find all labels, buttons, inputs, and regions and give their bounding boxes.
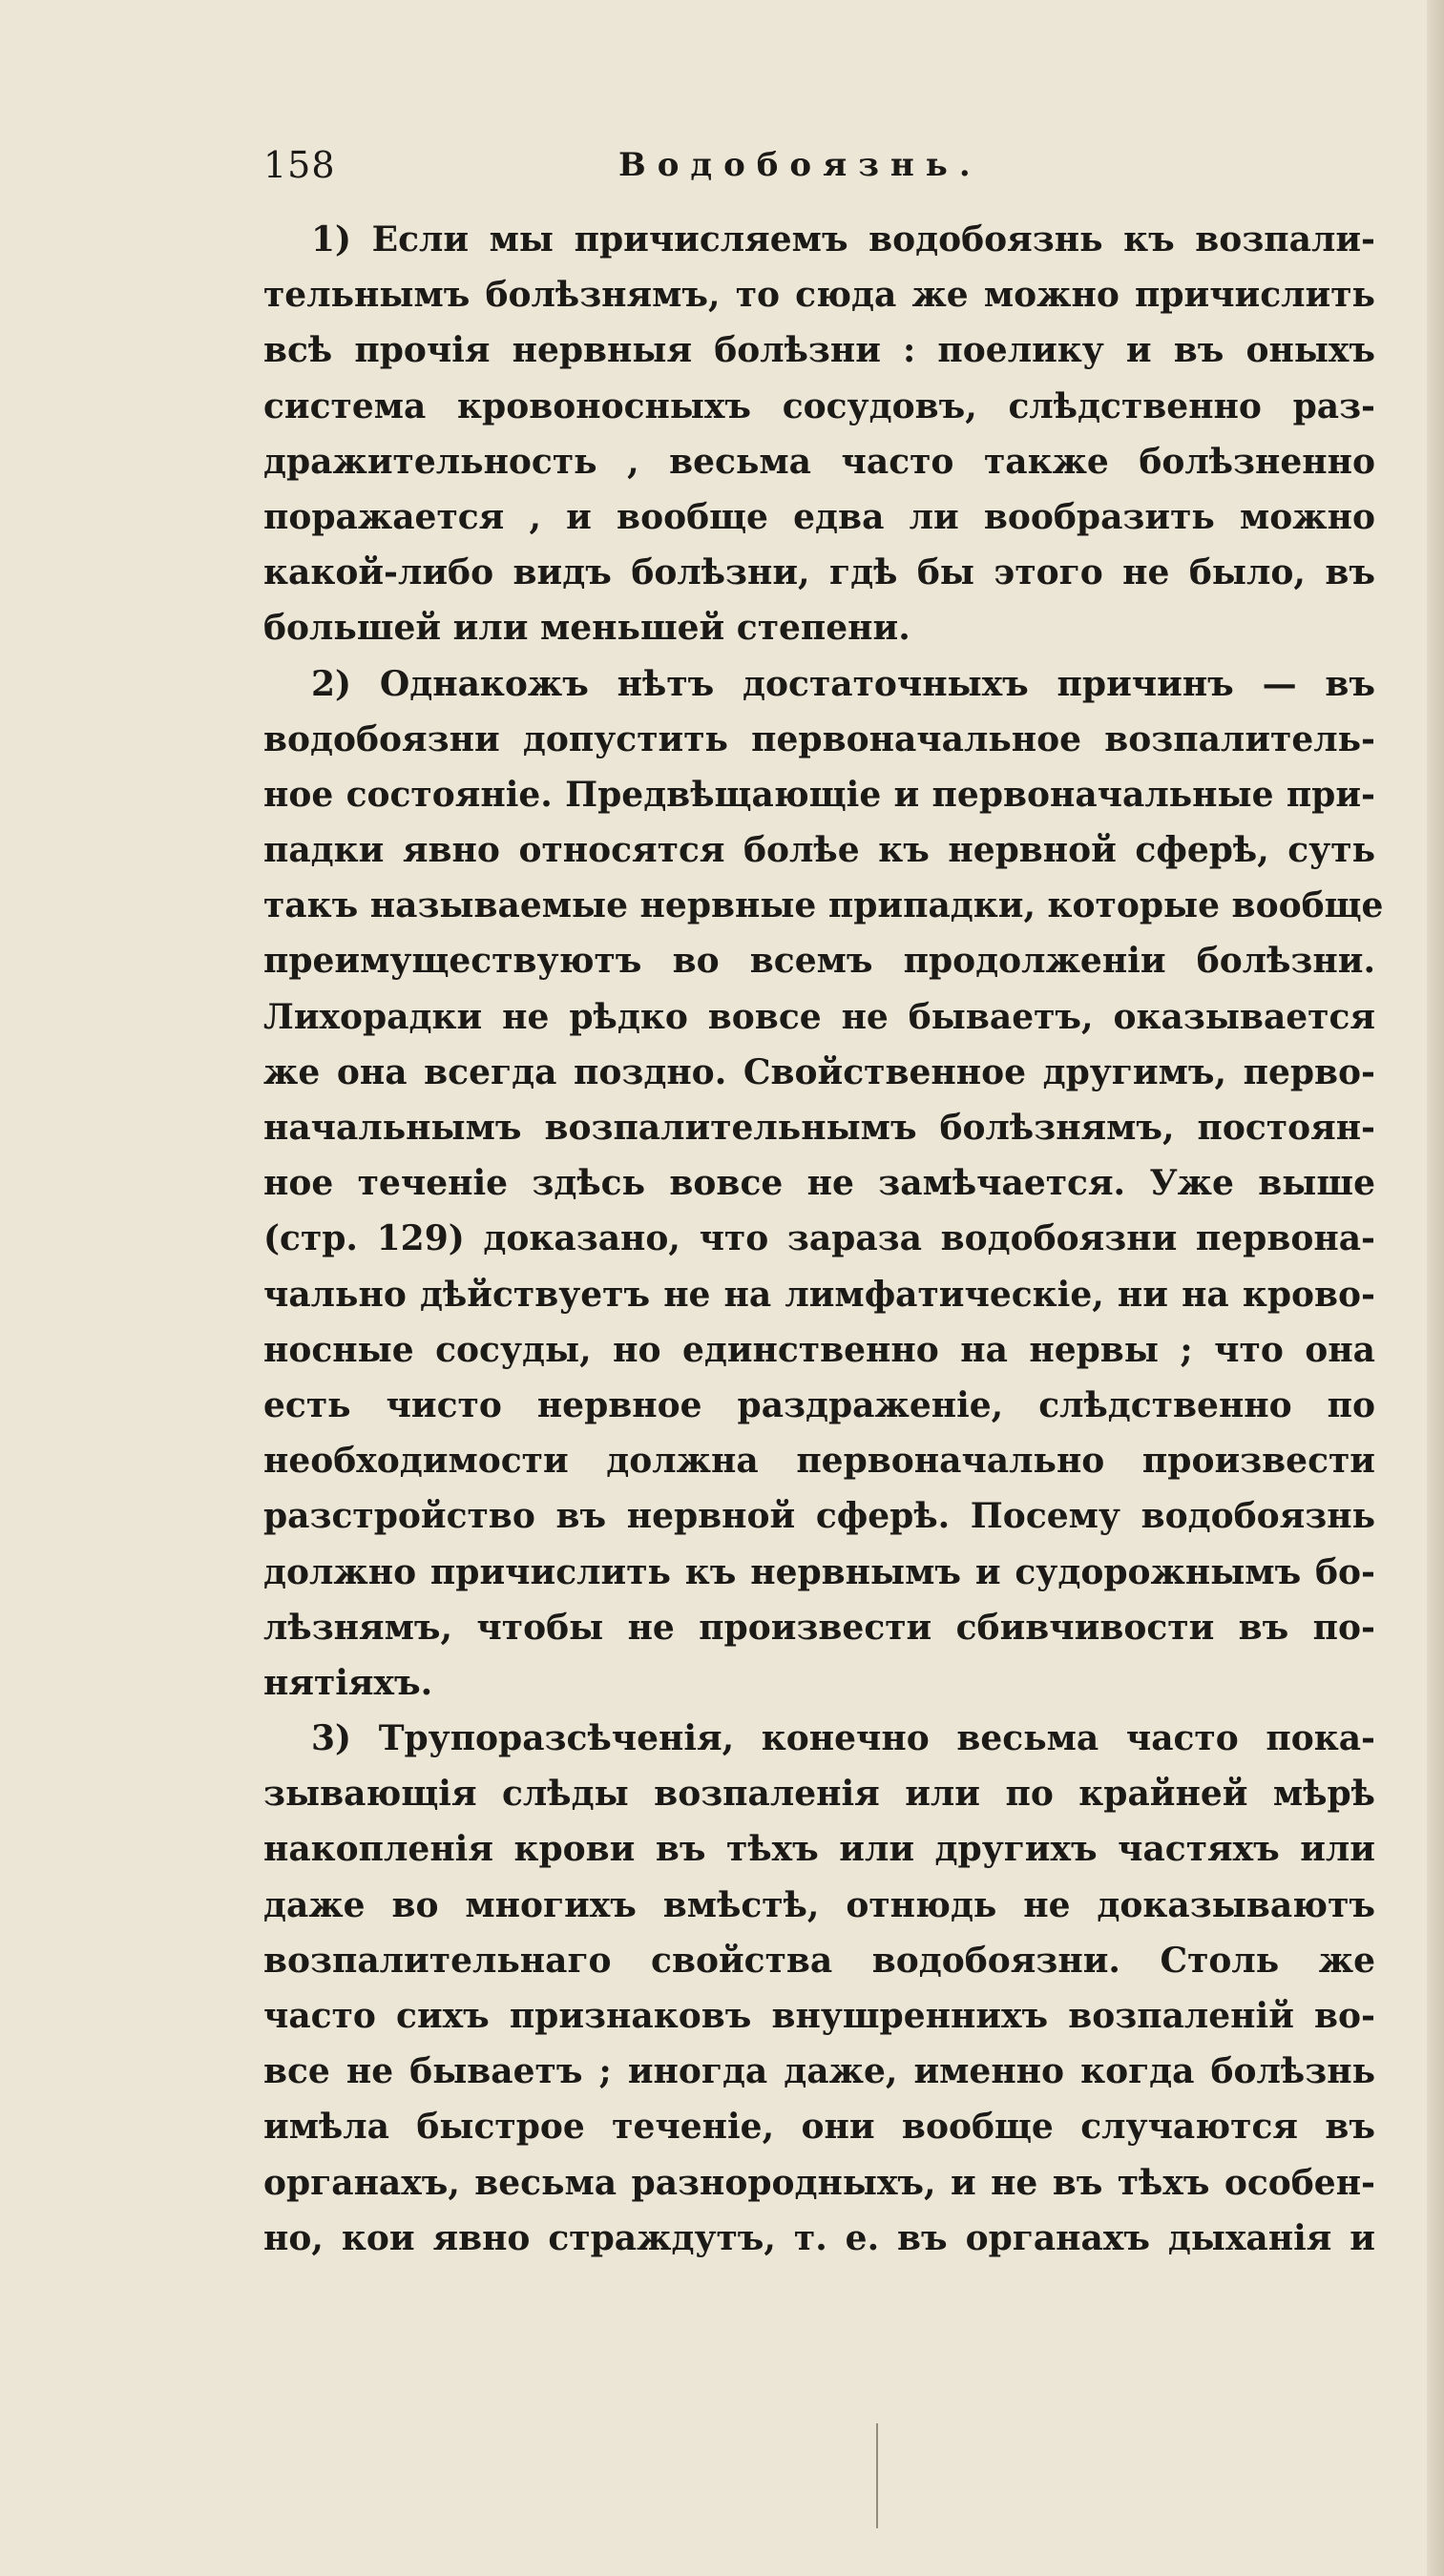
text-line: водобоязни допустить первоначальное возпалитель- xyxy=(263,718,1375,759)
text-line: всѣ прочія нервныя болѣзни : поелику и въ оныхъ xyxy=(263,330,1375,371)
text-line: такъ называемые нервные припадки, которые вообще xyxy=(263,885,1384,926)
text-line: ное теченіе здѣсь вовсе не замѣчается. Уже выше xyxy=(263,1163,1375,1204)
paper-crease-mark xyxy=(876,2423,882,2528)
text-line: накопленія крови въ тѣхъ или другихъ частяхъ или xyxy=(263,1829,1375,1870)
text-line: даже во многихъ вмѣстѣ, отнюдь не доказываютъ xyxy=(263,1884,1375,1925)
page-edge-shadow xyxy=(1427,0,1444,2576)
text-line: носные сосуды, но единственно на нервы ; что она xyxy=(263,1329,1375,1370)
text-line: 1) Если мы причисляемъ водобоязнь къ возпали- xyxy=(311,219,1375,260)
body-text xyxy=(263,212,1384,2266)
text-line: же она всегда поздно. Свойственное другимъ, перво- xyxy=(263,1051,1375,1092)
text-line: часто сихъ признаковъ внушреннихъ возпаленій во- xyxy=(263,1996,1375,2036)
text-line: какой-либо видъ болѣзни, гдѣ бы этого не было, въ xyxy=(263,552,1375,593)
text-line: преимуществуютъ во всемъ продолженіи болѣзни. xyxy=(263,941,1375,982)
text-line: лѣзнямъ, чтобы не произвести сбивчивости въ по- xyxy=(263,1607,1375,1648)
running-title: Водобоязнь. xyxy=(618,146,982,184)
text-line: дражительность , весьма часто также болѣзненно xyxy=(263,441,1375,482)
text-line: система кровоносныхъ сосудовъ, слѣдственно раз- xyxy=(263,385,1375,426)
page-number: 158 xyxy=(263,144,336,186)
text-line: (стр. 129) доказано, что зараза водобоязни первона- xyxy=(263,1218,1375,1259)
text-line: органахъ, весьма разнородныхъ, и не въ тѣхъ особен- xyxy=(263,2162,1375,2203)
text-line: 3) Трупоразсѣченія, конечно весьма часто пока- xyxy=(311,1718,1375,1759)
text-line: зывающія слѣды возпаленія или по крайней мѣрѣ xyxy=(263,1774,1375,1815)
text-line: падки явно относятся болѣе къ нервной сферѣ, суть xyxy=(263,830,1375,871)
text-line: 2) Однакожъ нѣтъ достаточныхъ причинъ — въ xyxy=(311,663,1375,704)
text-line: ное состояніе. Предвѣщающіе и первоначальные при- xyxy=(263,774,1375,815)
text-line: имѣла быстрое теченіе, они вообще случаются въ xyxy=(263,2107,1375,2148)
text-line: все не бываетъ ; иногда даже, именно когда болѣзнь xyxy=(263,2051,1375,2092)
page-header xyxy=(263,141,1361,189)
text-line: должно причислить къ нервнымъ и судорожнымъ бо- xyxy=(263,1551,1375,1592)
text-line: тельнымъ болѣзнямъ, то сюда же можно причислить xyxy=(263,275,1375,316)
text-line: начальнымъ возпалительнымъ болѣзнямъ, постоян- xyxy=(263,1108,1375,1148)
text-line: большей или меньшей степени. xyxy=(263,608,910,649)
text-line: есть чисто нервное раздраженіе, слѣдственно по xyxy=(263,1384,1375,1425)
text-line: но, кои явно страждутъ, т. е. въ органахъ дыханія и xyxy=(263,2217,1375,2258)
text-line: Лихорадки не рѣдко вовсе не бываетъ, оказывается xyxy=(263,996,1375,1037)
text-line: нятіяхъ. xyxy=(263,1662,433,1703)
text-line: возпалительнаго свойства водобоязни. Столь же xyxy=(263,1940,1375,1981)
text-line: необходимости должна первоначально произвести xyxy=(263,1441,1375,1482)
text-line: поражается , и вообще едва ли вообразить можно xyxy=(263,496,1375,537)
text-line: чально дѣйствуетъ не на лимфатическіе, ни на крово- xyxy=(263,1274,1375,1315)
text-line: разстройство въ нервной сферѣ. Посему водобоязнь xyxy=(263,1496,1375,1537)
